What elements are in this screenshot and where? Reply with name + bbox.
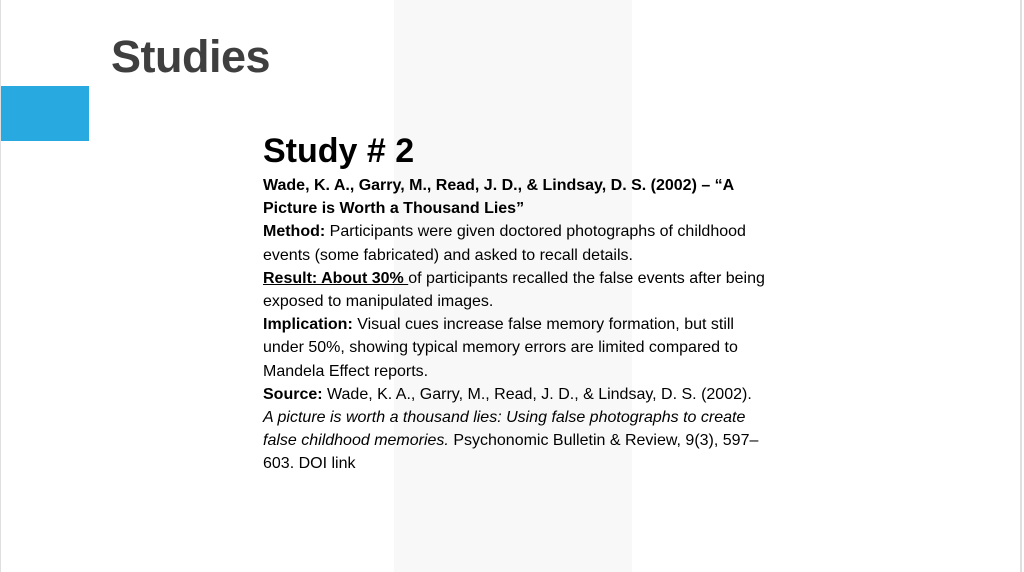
text-run: Participants were given doctored photographs of childhood events (some fabricated) and asked to recall details. bbox=[263, 223, 746, 264]
text-run: Implication: bbox=[263, 316, 358, 334]
text-run: Psychonomic Bulletin & Review, 9(3), 597–603. DOI link bbox=[263, 432, 759, 473]
text-run: Wade, K. A., Garry, M., Read, J. D., & Lindsay, D. S. (2002). bbox=[327, 385, 752, 403]
text-run: of participants recalled the false events after being exposed to manipulated images. bbox=[263, 269, 765, 311]
study-text-block bbox=[263, 132, 765, 476]
study-paragraphs bbox=[263, 174, 765, 476]
study-heading: Study # 2 bbox=[263, 132, 415, 170]
text-run: Result: About 30% bbox=[263, 269, 409, 287]
paragraph bbox=[263, 267, 765, 313]
text-run: Visual cues increase false memory formation, but still under 50%, showing typical memory errors are limited compared to Mandela Effect reports. bbox=[263, 316, 738, 380]
text-run: Source: bbox=[263, 385, 328, 403]
text-run: A picture is worth a thousand lies: Using false photographs to create false childhood memories. bbox=[263, 409, 746, 450]
slide-title: Studies bbox=[111, 31, 271, 82]
paragraph bbox=[263, 313, 765, 383]
paragraph bbox=[263, 383, 765, 476]
text-run: Method: bbox=[263, 223, 330, 241]
paragraph bbox=[263, 220, 765, 266]
accent-bar bbox=[1, 86, 89, 141]
text-run: Wade, K. A., Garry, M., Read, J. D., & Lindsay, D. S. (2002) – “A Picture is Worth a Thousand Lies” bbox=[263, 177, 734, 218]
paragraph bbox=[263, 174, 765, 220]
slide-right-edge bbox=[1020, 0, 1022, 572]
